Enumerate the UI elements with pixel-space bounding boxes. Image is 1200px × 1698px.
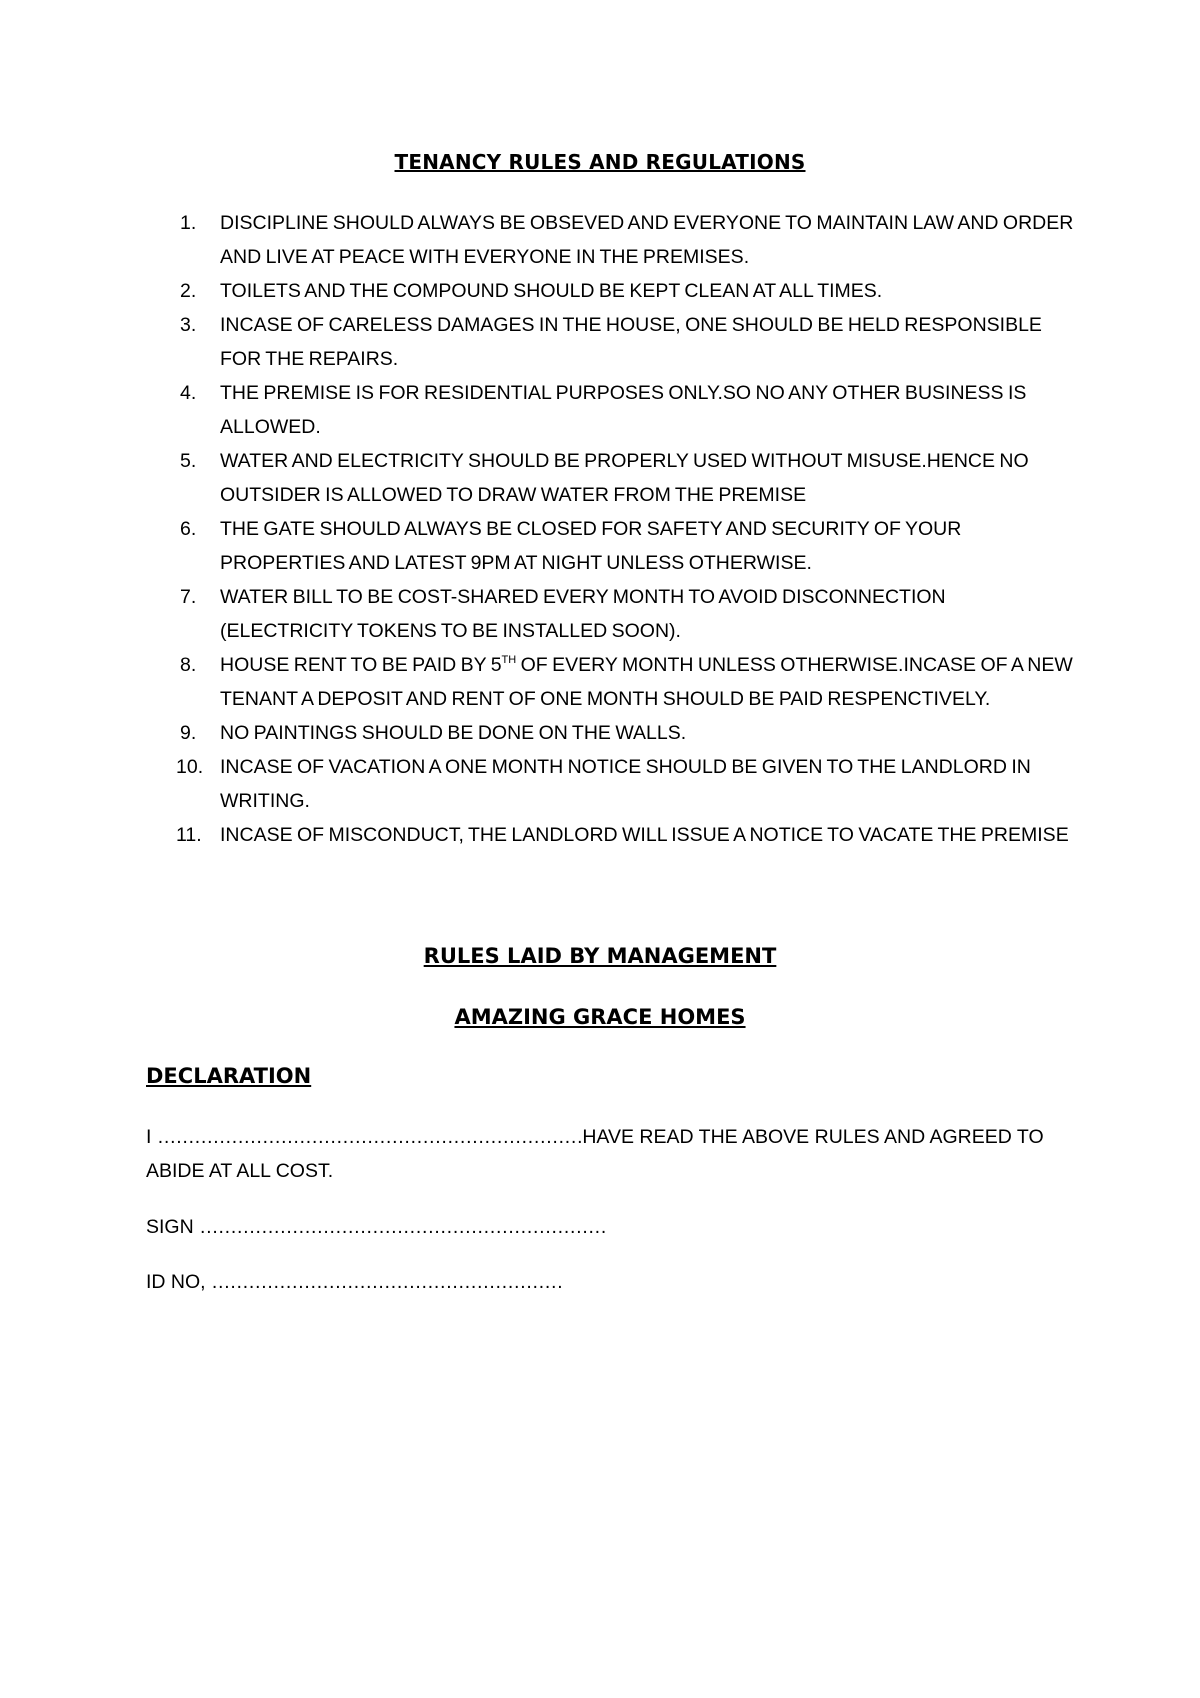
declaration-statement xyxy=(146,1120,1066,1188)
rule-number: 1. xyxy=(180,212,197,234)
rule-text: INCASE OF CARELESS DAMAGES IN THE HOUSE, ONE SHOULD BE HELD RESPONSIBLE FOR THE REPAIRS. xyxy=(220,314,1042,370)
rule-text: INCASE OF VACATION A ONE MONTH NOTICE SHOULD BE GIVEN TO THE LANDLORD IN WRITING. xyxy=(220,756,1031,812)
management-heading: RULES LAID BY MANAGEMENT xyxy=(423,944,777,968)
rule-text: DISCIPLINE SHOULD ALWAYS BE OBSEVED AND EVERYONE TO MAINTAIN LAW AND ORDER AND LIVE AT PEACE WITH EVERYONE IN THE PREMISES. xyxy=(220,212,1074,268)
rule-number: 11. xyxy=(176,824,202,846)
rule-text: WATER BILL TO BE COST-SHARED EVERY MONTH TO AVOID DISCONNECTION (ELECTRICITY TOKENS TO BE INSTALLED SOON). xyxy=(220,586,946,642)
rule-number: 5. xyxy=(180,450,197,472)
rule-text: THE PREMISE IS FOR RESIDENTIAL PURPOSES ONLY.SO NO ANY OTHER BUSINESS IS ALLOWED. xyxy=(220,382,1027,438)
rule-number: 7. xyxy=(180,586,197,608)
rule-text-before: HOUSE RENT TO BE PAID BY 5 xyxy=(220,654,502,676)
sign-line xyxy=(146,1210,1066,1244)
rule-number: 9. xyxy=(180,722,197,744)
rule-text: TOILETS AND THE COMPOUND SHOULD BE KEPT CLEAN AT ALL TIMES. xyxy=(220,280,883,302)
id-blank-line: ………………………………………………… xyxy=(211,1271,563,1293)
rule-text-after: OF EVERY MONTH UNLESS OTHERWISE.INCASE OF A NEW TENANT A DEPOSIT AND RENT OF ONE MONTH SHOULD BE PAID RESPENCTIVELY. xyxy=(220,654,1073,710)
rule-item xyxy=(180,512,1080,580)
rule-text: INCASE OF MISCONDUCT, THE LANDLORD WILL ISSUE A NOTICE TO VACATE THE PREMISE xyxy=(220,824,1069,846)
id-label: ID NO, xyxy=(146,1271,212,1293)
homes-heading: AMAZING GRACE HOMES xyxy=(454,1005,746,1029)
rule-item xyxy=(180,580,1080,648)
statement-suffix: HAVE READ THE ABOVE RULES AND AGREED TO ABIDE AT ALL COST. xyxy=(146,1126,1044,1182)
rule-number: 10. xyxy=(176,756,204,778)
rule-item xyxy=(180,648,1080,716)
rule-number: 8. xyxy=(180,654,197,676)
rule-number: 4. xyxy=(180,382,197,404)
rule-text: WATER AND ELECTRICITY SHOULD BE PROPERLY USED WITHOUT MISUSE.HENCE NO OUTSIDER IS ALLOWED TO DRAW WATER FROM THE PREMISE xyxy=(220,450,1029,506)
rule-text: THE GATE SHOULD ALWAYS BE CLOSED FOR SAFETY AND SECURITY OF YOUR PROPERTIES AND LATEST 9PM AT NIGHT UNLESS OTHERWISE. xyxy=(220,518,962,574)
rule-text: NO PAINTINGS SHOULD BE DONE ON THE WALLS. xyxy=(220,722,687,744)
rule-item xyxy=(180,444,1080,512)
rule-item xyxy=(176,818,1080,852)
rule-item xyxy=(180,716,1080,750)
rule-item xyxy=(180,274,1080,308)
declaration-heading: DECLARATION xyxy=(146,1064,312,1088)
rule-number: 3. xyxy=(180,314,197,336)
rule-item xyxy=(180,308,1080,376)
rule-item xyxy=(176,750,1080,818)
rule-item xyxy=(180,206,1080,274)
name-blank-line: …………………………………………………………… xyxy=(156,1126,583,1148)
id-number-line xyxy=(146,1265,1066,1299)
statement-prefix: I xyxy=(146,1126,157,1148)
rule-item xyxy=(180,376,1080,444)
ordinal-superscript: TH xyxy=(501,654,517,666)
rule-number: 6. xyxy=(180,518,197,540)
rules-list xyxy=(176,206,1080,852)
rule-number: 2. xyxy=(180,280,197,302)
document-title: TENANCY RULES AND REGULATIONS xyxy=(394,150,806,174)
sign-blank-line: ………………………………………………………… xyxy=(199,1216,607,1238)
sign-label: SIGN xyxy=(146,1216,200,1238)
